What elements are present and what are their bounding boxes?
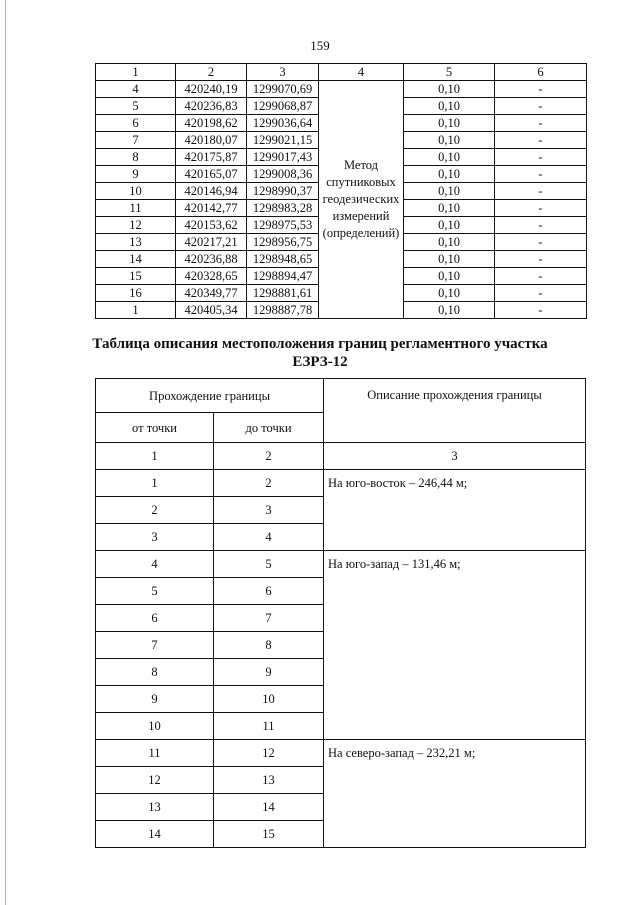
to-point: 6 xyxy=(214,578,324,605)
coord-y: 1298975,53 xyxy=(247,217,319,234)
from-point: 8 xyxy=(96,659,214,686)
coord-x: 420236,88 xyxy=(176,251,247,268)
coord-x: 420146,94 xyxy=(176,183,247,200)
method-line: (определений) xyxy=(322,226,400,240)
heading-line: ЕЗРЗ-12 xyxy=(292,354,348,370)
point-number: 7 xyxy=(96,132,176,149)
from-point: 13 xyxy=(96,794,214,821)
coords-header-cell: 1 xyxy=(96,64,176,81)
column-number: 2 xyxy=(214,443,324,470)
coord-x: 420180,07 xyxy=(176,132,247,149)
coord-y: 1299008,36 xyxy=(247,166,319,183)
accuracy: 0,10 xyxy=(404,98,495,115)
note: - xyxy=(495,234,587,251)
from-point: 10 xyxy=(96,713,214,740)
header-boundary-passage: Прохождение границы xyxy=(96,379,324,413)
accuracy: 0,10 xyxy=(404,302,495,319)
point-number: 14 xyxy=(96,251,176,268)
point-number: 5 xyxy=(96,98,176,115)
coord-y: 1298881,61 xyxy=(247,285,319,302)
point-number: 10 xyxy=(96,183,176,200)
to-point: 3 xyxy=(214,497,324,524)
accuracy: 0,10 xyxy=(404,81,495,98)
note: - xyxy=(495,200,587,217)
to-point: 9 xyxy=(214,659,324,686)
to-point: 14 xyxy=(214,794,324,821)
coord-x: 420236,83 xyxy=(176,98,247,115)
header-from-point: от точки xyxy=(96,413,214,443)
boundary-description: На юго-восток – 246,44 м; xyxy=(324,470,586,551)
note: - xyxy=(495,217,587,234)
point-number: 1 xyxy=(96,302,176,319)
note: - xyxy=(495,166,587,183)
note: - xyxy=(495,183,587,200)
coord-y: 1298894,47 xyxy=(247,268,319,285)
from-point: 7 xyxy=(96,632,214,659)
accuracy: 0,10 xyxy=(404,115,495,132)
to-point: 12 xyxy=(214,740,324,767)
column-number: 3 xyxy=(324,443,586,470)
coord-x: 420349,77 xyxy=(176,285,247,302)
point-number: 13 xyxy=(96,234,176,251)
to-point: 13 xyxy=(214,767,324,794)
column-number-row xyxy=(96,443,586,470)
from-point: 14 xyxy=(96,821,214,848)
note: - xyxy=(495,149,587,166)
coord-y: 1299068,87 xyxy=(247,98,319,115)
coord-y: 1298887,78 xyxy=(247,302,319,319)
coord-y: 1299036,64 xyxy=(247,115,319,132)
note: - xyxy=(495,132,587,149)
coord-y: 1298948,65 xyxy=(247,251,319,268)
point-number: 16 xyxy=(96,285,176,302)
note: - xyxy=(495,98,587,115)
from-point: 1 xyxy=(96,470,214,497)
to-point: 2 xyxy=(214,470,324,497)
note: - xyxy=(495,268,587,285)
coord-y: 1299017,43 xyxy=(247,149,319,166)
accuracy: 0,10 xyxy=(404,166,495,183)
coord-x: 420240,19 xyxy=(176,81,247,98)
to-point: 4 xyxy=(214,524,324,551)
method-line: Метод xyxy=(343,158,379,172)
point-number: 9 xyxy=(96,166,176,183)
point-number: 4 xyxy=(96,81,176,98)
page-number: 159 xyxy=(310,38,330,53)
point-number: 15 xyxy=(96,268,176,285)
method-cell xyxy=(319,81,404,319)
point-number: 6 xyxy=(96,115,176,132)
table-row xyxy=(96,81,587,98)
boundary-description: На юго-запад – 131,46 м; xyxy=(324,551,586,740)
coord-y: 1298983,28 xyxy=(247,200,319,217)
from-point: 3 xyxy=(96,524,214,551)
header-description: Описание прохождения границы xyxy=(324,379,586,443)
coord-x: 420217,21 xyxy=(176,234,247,251)
heading-line: Таблица описания местоположения границ регламентного участка xyxy=(92,336,548,352)
accuracy: 0,10 xyxy=(404,285,495,302)
note: - xyxy=(495,302,587,319)
accuracy: 0,10 xyxy=(404,217,495,234)
to-point: 7 xyxy=(214,605,324,632)
note: - xyxy=(495,81,587,98)
point-number: 11 xyxy=(96,200,176,217)
accuracy: 0,10 xyxy=(404,200,495,217)
from-point: 4 xyxy=(96,551,214,578)
to-point: 11 xyxy=(214,713,324,740)
table-row xyxy=(96,551,586,578)
accuracy: 0,10 xyxy=(404,183,495,200)
coord-x: 420142,77 xyxy=(176,200,247,217)
header-to-point: до точки xyxy=(214,413,324,443)
segments-header-row xyxy=(96,379,586,413)
coords-header-cell: 5 xyxy=(404,64,495,81)
accuracy: 0,10 xyxy=(404,149,495,166)
coord-y: 1298956,75 xyxy=(247,234,319,251)
coord-x: 420405,34 xyxy=(176,302,247,319)
coord-y: 1298990,37 xyxy=(247,183,319,200)
from-point: 2 xyxy=(96,497,214,524)
boundary-segments-table xyxy=(95,378,586,848)
to-point: 5 xyxy=(214,551,324,578)
method-line: геодезических xyxy=(322,192,400,206)
note: - xyxy=(495,285,587,302)
coords-header-cell: 4 xyxy=(319,64,404,81)
coord-y: 1299021,15 xyxy=(247,132,319,149)
coord-x: 420165,07 xyxy=(176,166,247,183)
scan-edge-line xyxy=(5,0,6,905)
from-point: 11 xyxy=(96,740,214,767)
from-point: 9 xyxy=(96,686,214,713)
accuracy: 0,10 xyxy=(404,132,495,149)
coords-header-cell: 6 xyxy=(495,64,587,81)
coord-x: 420153,62 xyxy=(176,217,247,234)
section-heading xyxy=(0,335,640,371)
coord-y: 1299070,69 xyxy=(247,81,319,98)
accuracy: 0,10 xyxy=(404,268,495,285)
boundary-description: На северо-запад – 232,21 м; xyxy=(324,740,586,848)
point-number: 8 xyxy=(96,149,176,166)
accuracy: 0,10 xyxy=(404,234,495,251)
from-point: 5 xyxy=(96,578,214,605)
coords-header-cell: 2 xyxy=(176,64,247,81)
table-row xyxy=(96,470,586,497)
coord-x: 420175,87 xyxy=(176,149,247,166)
to-point: 15 xyxy=(214,821,324,848)
method-line: измерений xyxy=(332,209,390,223)
to-point: 10 xyxy=(214,686,324,713)
coords-header-cell: 3 xyxy=(247,64,319,81)
accuracy: 0,10 xyxy=(404,251,495,268)
note: - xyxy=(495,115,587,132)
coords-header-row xyxy=(96,64,587,81)
from-point: 12 xyxy=(96,767,214,794)
note: - xyxy=(495,251,587,268)
point-number: 12 xyxy=(96,217,176,234)
coord-x: 420328,65 xyxy=(176,268,247,285)
coord-x: 420198,62 xyxy=(176,115,247,132)
to-point: 8 xyxy=(214,632,324,659)
coordinates-table xyxy=(95,63,587,319)
table-row xyxy=(96,740,586,767)
from-point: 6 xyxy=(96,605,214,632)
method-line: спутниковых xyxy=(326,175,396,189)
column-number: 1 xyxy=(96,443,214,470)
